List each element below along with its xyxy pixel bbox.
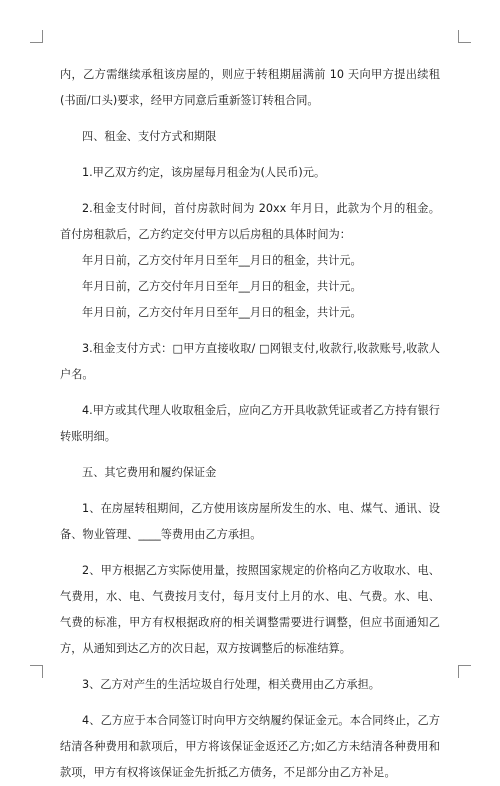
document-body xyxy=(60,62,440,786)
paragraph: 年月日前，乙方交付年月日至年__月日的租金，共计元。 xyxy=(82,254,362,267)
paragraph: 2.租金支付时间，首付房款时间为 20xx 年月日，此款为个月的租金。首付房租款后，乙方约定交付甲方以后房租的具体时间为： xyxy=(60,202,440,241)
paragraph: 1、在房屋转租期间，乙方使用该房屋所发生的水、电、煤气、通讯、设备、物业管理、____等费用由乙方承担。 xyxy=(60,502,440,541)
section-heading: 四、租金、支付方式和期限 xyxy=(82,130,217,143)
crop-mark-bottom-right xyxy=(458,665,471,678)
paragraph: 内，乙方需继续承租该房屋的，则应于转租期届满前 10 天向甲方提出续租(书面/口头)要求，经甲方同意后重新签订转租合同。 xyxy=(60,68,440,107)
crop-mark-top-left xyxy=(30,30,43,43)
paragraph: 年月日前，乙方交付年月日至年__月日的租金，共计元。 xyxy=(82,306,362,319)
crop-mark-bottom-left xyxy=(30,665,43,678)
paragraph: 4、乙方应于本合同签订时向甲方交纳履约保证金元。本合同终止，乙方结清各种费用和款项后，甲方将该保证金返还乙方;如乙方未结清各种费用和款项，甲方有权将该保证金先折抵乙方债务，不足部分由乙方补足。 xyxy=(60,714,440,779)
paragraph: 3、乙方对产生的生活垃圾自行处理，相关费用由乙方承担。 xyxy=(82,678,380,691)
paragraph: 年月日前，乙方交付年月日至年__月日的租金，共计元。 xyxy=(82,280,362,293)
paragraph: 3.租金支付方式：□甲方直接收取/ □网银支付,收款行,收款账号,收款人户名。 xyxy=(60,342,440,381)
paragraph: 1.甲乙双方约定，该房屋每月租金为(人民币)元。 xyxy=(82,166,326,179)
section-heading: 五、其它费用和履约保证金 xyxy=(82,466,217,479)
paragraph: 4.甲方或其代理人收取租金后，应向乙方开具收款凭证或者乙方持有银行转账明细。 xyxy=(60,404,440,443)
crop-mark-top-right xyxy=(458,30,471,43)
paragraph: 2、甲方根据乙方实际使用量，按照国家规定的价格向乙方收取水、电、气费用，水、电、气费按月支付，每月支付上月的水、电、气费。水、电、气费的标准，甲方有权根据政府的相关调整需要进行调整，但应书面通知乙方，从通知到达乙方的次日起，双方按调整后的标准结算。 xyxy=(60,564,440,655)
